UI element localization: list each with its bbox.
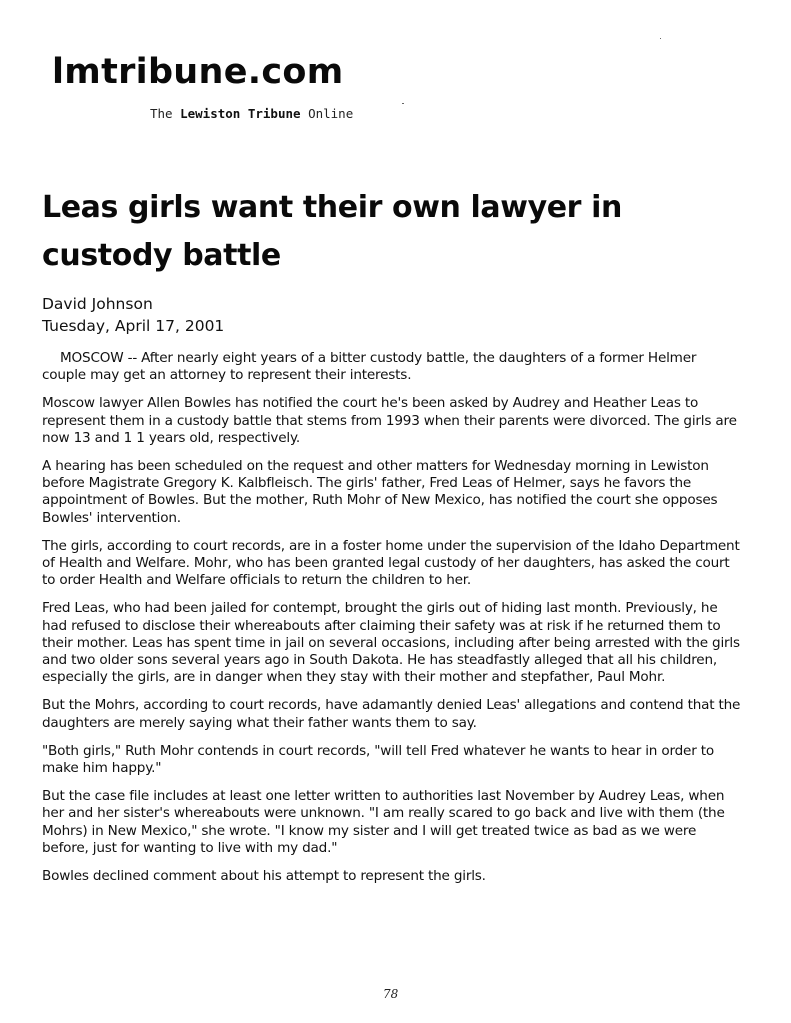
- article-paragraph: But the Mohrs, according to court records, have adamantly denied Leas' allegations and contend that the daughters are merely saying what their father wants them to say.: [42, 697, 741, 731]
- article-paragraph: Bowles declined comment about his attempt to represent the girls.: [42, 868, 486, 885]
- page-number: 78: [383, 987, 399, 1001]
- article-paragraph: But the case file includes at least one letter written to authorities last November by Audrey Leas, when her and her sister's whereabouts were unknown. "I am really scared to go back and live with them (the Mohrs) in New Mexico," she wrote. "I know my sister and I will get treated twice as bad as we were before, just for wanting to live with my dad.": [42, 788, 725, 856]
- tagline-publication: Lewiston Tribune: [180, 106, 301, 121]
- tagline: [150, 106, 353, 121]
- article-headline: Leas girls want their own lawyer in custody battle: [42, 190, 622, 273]
- site-name: lmtribune.com: [52, 52, 344, 92]
- article-paragraph: "Both girls," Ruth Mohr contends in court records, "will tell Fred whatever he wants to hear in order to make him happy.": [42, 742, 714, 777]
- author-name: David Johnson: [42, 295, 153, 313]
- byline: [42, 293, 224, 337]
- scan-speck: [660, 38, 661, 39]
- tagline-suffix: Online: [308, 106, 354, 121]
- article-paragraph: Moscow lawyer Allen Bowles has notified the court he's been asked by Audrey and Heather Leas to represent them in a custody battle that stems from 1993 when their parents were divorced. The girls are now 13 and 1 1 years old, respectively.: [42, 395, 737, 446]
- scan-speck: [402, 103, 404, 104]
- article-paragraph: MOSCOW -- After nearly eight years of a bitter custody battle, the daughters of a former Helmer couple may get an attorney to represent their interests.: [42, 350, 697, 384]
- article-paragraph: The girls, according to court records, are in a foster home under the supervision of the Idaho Department of Health and Welfare. Mohr, who has been granted legal custody of her daughters, has asked the court to order Health and Welfare officials to return the children to her.: [42, 537, 740, 589]
- article-paragraph: Fred Leas, who had been jailed for contempt, brought the girls out of hiding last month. Previously, he had refused to disclose their whereabouts after claiming their safety was at risk if he returned them to their mother. Leas has spent time in jail on several occasions, including after being arrested with the girls and two older sons several years ago in South Dakota. He has steadfastly alleged that all his children, especially the girls, are in danger when they stay with their mother and stepfather, Paul Mohr.: [42, 600, 740, 686]
- article-paragraph: A hearing has been scheduled on the request and other matters for Wednesday morning in Lewiston before Magistrate Gregory K. Kalbfleisch. The girls' father, Fred Leas of Helmer, says he favors the appointment of Bowles. But the mother, Ruth Mohr of New Mexico, has notified the court she opposes Bowles' intervention.: [42, 458, 718, 526]
- publish-date: Tuesday, April 17, 2001: [42, 317, 225, 335]
- masthead: [52, 48, 344, 96]
- article-body: [42, 350, 742, 896]
- tagline-prefix: The: [150, 106, 173, 121]
